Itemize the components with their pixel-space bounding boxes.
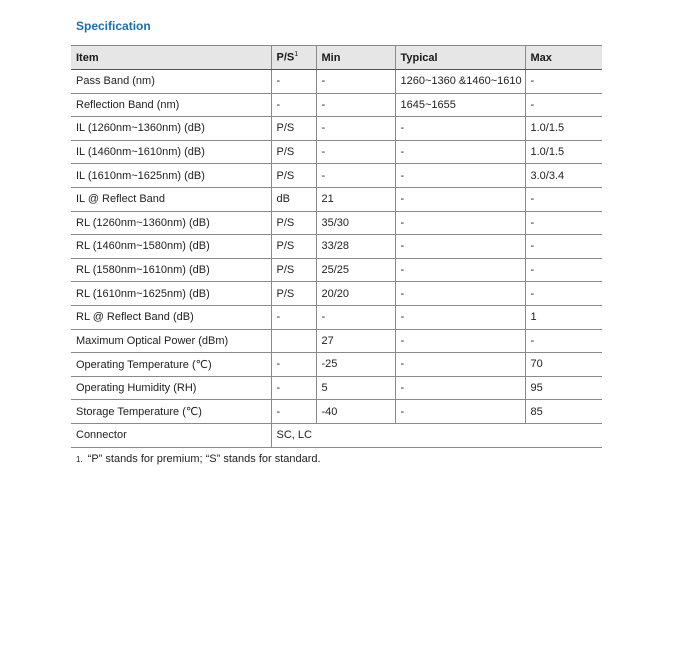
table-row xyxy=(71,211,602,235)
cell-max: - xyxy=(525,70,602,94)
cell-item: RL (1610nm~1625nm) (dB) xyxy=(71,282,271,306)
cell-min: 27 xyxy=(316,329,395,353)
cell-min: 33/28 xyxy=(316,235,395,259)
cell-item: IL (1460nm~1610nm) (dB) xyxy=(71,140,271,164)
cell-ps: P/S xyxy=(271,258,316,282)
cell-item: RL @ Reflect Band (dB) xyxy=(71,305,271,329)
cell-typical: - xyxy=(395,164,525,188)
cell-min: - xyxy=(316,93,395,117)
cell-item: RL (1460nm~1580nm) (dB) xyxy=(71,235,271,259)
footnote xyxy=(76,453,321,465)
cell-max: - xyxy=(525,282,602,306)
cell-min: - xyxy=(316,305,395,329)
cell-ps: - xyxy=(271,305,316,329)
header-min: Min xyxy=(316,46,395,70)
cell-min: - xyxy=(316,117,395,141)
cell-ps: P/S xyxy=(271,140,316,164)
section-title: Specification xyxy=(76,19,151,33)
cell-ps xyxy=(271,329,316,353)
cell-max: 3.0/3.4 xyxy=(525,164,602,188)
cell-item: RL (1260nm~1360nm) (dB) xyxy=(71,211,271,235)
cell-typical: - xyxy=(395,282,525,306)
table-row xyxy=(71,400,602,424)
cell-max: - xyxy=(525,93,602,117)
cell-typical: - xyxy=(395,329,525,353)
cell-ps: P/S xyxy=(271,164,316,188)
table-row xyxy=(71,117,602,141)
cell-typical: - xyxy=(395,258,525,282)
cell-item: Storage Temperature (℃) xyxy=(71,400,271,424)
table-row xyxy=(71,258,602,282)
cell-min: - xyxy=(316,140,395,164)
header-ps-label: P/S xyxy=(276,51,295,64)
cell-ps: P/S xyxy=(271,117,316,141)
header-item: Item xyxy=(71,46,271,70)
cell-item: Connector xyxy=(71,423,271,447)
cell-max: 1 xyxy=(525,305,602,329)
table-row xyxy=(71,187,602,211)
cell-ps: P/S xyxy=(271,235,316,259)
footnote-text: “P” stands for premium; “S” stands for standard. xyxy=(87,453,321,465)
cell-item: Operating Humidity (RH) xyxy=(71,376,271,400)
cell-max: 1.0/1.5 xyxy=(525,117,602,141)
cell-item: IL (1260nm~1360nm) (dB) xyxy=(71,117,271,141)
cell-max: 1.0/1.5 xyxy=(525,140,602,164)
cell-typical: 1645~1655 xyxy=(395,93,525,117)
cell-item: IL (1610nm~1625nm) (dB) xyxy=(71,164,271,188)
cell-typical: - xyxy=(395,140,525,164)
cell-connector-value: SC, LC xyxy=(271,423,602,447)
cell-min: 20/20 xyxy=(316,282,395,306)
cell-min: - xyxy=(316,70,395,94)
table-row xyxy=(71,93,602,117)
cell-min: 5 xyxy=(316,376,395,400)
table-row xyxy=(71,140,602,164)
cell-max: 95 xyxy=(525,376,602,400)
header-max: Max xyxy=(525,46,602,70)
cell-max: 85 xyxy=(525,400,602,424)
cell-min: 35/30 xyxy=(316,211,395,235)
cell-item: Operating Temperature (℃) xyxy=(71,353,271,377)
cell-min: 21 xyxy=(316,187,395,211)
table-row xyxy=(71,70,602,94)
header-ps-footnote-marker: 1 xyxy=(294,51,299,59)
table-row-connector xyxy=(71,423,602,447)
cell-ps: - xyxy=(271,353,316,377)
table-header-row xyxy=(71,46,602,70)
cell-min: - xyxy=(316,164,395,188)
table-row xyxy=(71,353,602,377)
cell-max: - xyxy=(525,235,602,259)
cell-typical: - xyxy=(395,353,525,377)
cell-ps: - xyxy=(271,376,316,400)
table-row xyxy=(71,164,602,188)
cell-typical: - xyxy=(395,376,525,400)
table-row xyxy=(71,282,602,306)
table-row xyxy=(71,329,602,353)
table-row xyxy=(71,235,602,259)
cell-min: -25 xyxy=(316,353,395,377)
cell-ps: P/S xyxy=(271,211,316,235)
cell-item: Pass Band (nm) xyxy=(71,70,271,94)
cell-ps: P/S xyxy=(271,282,316,306)
cell-ps: - xyxy=(271,400,316,424)
cell-item: IL @ Reflect Band xyxy=(71,187,271,211)
cell-ps: dB xyxy=(271,187,316,211)
cell-item: Reflection Band (nm) xyxy=(71,93,271,117)
cell-ps: - xyxy=(271,70,316,94)
cell-typical: - xyxy=(395,305,525,329)
header-typical: Typical xyxy=(395,46,525,70)
cell-typical: 1260~1360 &1460~1610 xyxy=(395,70,525,94)
cell-typical: - xyxy=(395,211,525,235)
cell-max: - xyxy=(525,258,602,282)
cell-item: Maximum Optical Power (dBm) xyxy=(71,329,271,353)
header-ps xyxy=(271,46,316,70)
cell-ps: - xyxy=(271,93,316,117)
cell-min: -40 xyxy=(316,400,395,424)
cell-item: RL (1580nm~1610nm) (dB) xyxy=(71,258,271,282)
cell-typical: - xyxy=(395,187,525,211)
cell-max: - xyxy=(525,187,602,211)
cell-typical: - xyxy=(395,400,525,424)
cell-max: - xyxy=(525,211,602,235)
specification-table xyxy=(71,45,602,448)
cell-min: 25/25 xyxy=(316,258,395,282)
footnote-number: 1. xyxy=(76,455,83,464)
table-row xyxy=(71,305,602,329)
cell-typical: - xyxy=(395,235,525,259)
table-body xyxy=(71,70,602,448)
cell-max: 70 xyxy=(525,353,602,377)
cell-max: - xyxy=(525,329,602,353)
table-row xyxy=(71,376,602,400)
cell-typical: - xyxy=(395,117,525,141)
